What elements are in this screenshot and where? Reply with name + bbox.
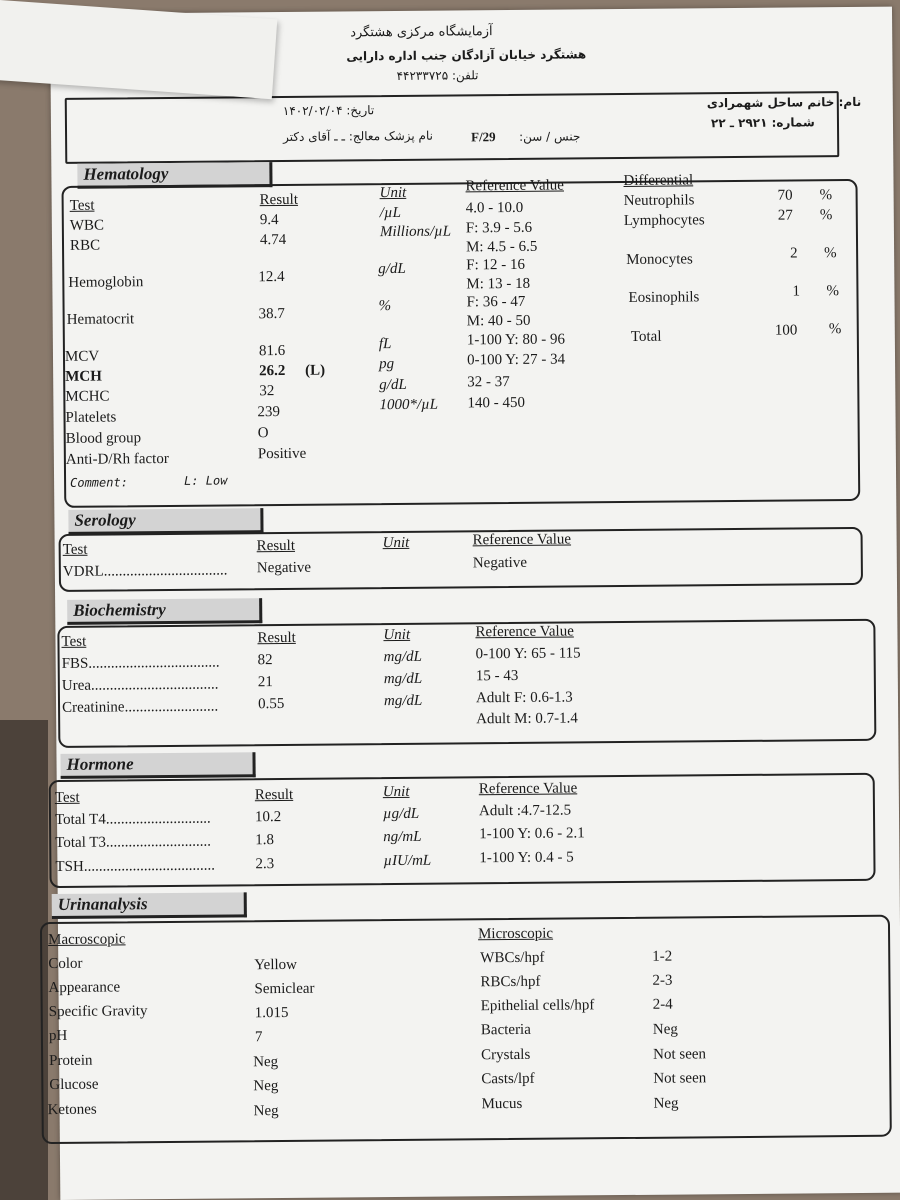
hemoglobin-ref: F: 12 - 16 bbox=[466, 256, 526, 274]
hematology-title: Hematology bbox=[77, 162, 272, 189]
rbcs-hpf-name: RBCs/hpf bbox=[480, 973, 541, 991]
fbs-result: 82 bbox=[257, 652, 273, 669]
wbc-test: WBC bbox=[69, 217, 105, 234]
ketones-value: Neg bbox=[253, 1103, 279, 1120]
rbc-result: 4.74 bbox=[259, 231, 287, 249]
wbc-ref: 4.0 - 10.0 bbox=[465, 199, 524, 217]
total-value: 100 bbox=[774, 322, 798, 339]
protein-name: Protein bbox=[49, 1052, 93, 1070]
hematocrit-ref-male: M: 40 - 50 bbox=[466, 312, 531, 330]
mchc-test: MCHC bbox=[65, 388, 110, 405]
urinalysis-box bbox=[40, 915, 892, 1144]
mcv-result: 81.6 bbox=[258, 342, 286, 360]
biochemistry-header-unit: Unit bbox=[383, 626, 411, 644]
blood-group-result: O bbox=[257, 425, 269, 442]
lab-name: آزمایشگاه مرکزی هشتگرد bbox=[350, 24, 493, 41]
ph-name: pH bbox=[48, 1027, 68, 1045]
hematocrit-ref: F: 36 - 47 bbox=[466, 293, 526, 311]
hematocrit-result: 38.7 bbox=[258, 305, 285, 323]
platelets-ref: 140 - 450 bbox=[467, 394, 525, 412]
rbc-test: RBC bbox=[69, 237, 101, 254]
mch-test: MCH bbox=[65, 368, 102, 385]
rbc-unit: Millions/µL bbox=[379, 223, 452, 241]
hormone-header-result: Result bbox=[254, 786, 294, 804]
mchc-result: 32 bbox=[259, 383, 275, 400]
serology-header-result: Result bbox=[256, 537, 296, 555]
record-number: شماره: ۲۹۲۱ ـ ۲۲ bbox=[710, 115, 815, 131]
creatinine-result: 0.55 bbox=[257, 695, 285, 713]
t3-unit: ng/mL bbox=[383, 828, 422, 846]
physician: نام پزشک معالج: ـ ـ آقای دکتر bbox=[283, 128, 433, 144]
tsh-ref: 1-100 Y: 0.4 - 5 bbox=[479, 849, 574, 867]
creatinine-unit: mg/dL bbox=[383, 692, 423, 710]
urea-unit: mg/dL bbox=[383, 670, 423, 688]
lab-phone: تلفن: ۴۴۲۳۳۷۲۵ bbox=[396, 68, 479, 83]
patient-name: نام: خانم ساحل شهمرادی bbox=[706, 94, 862, 111]
fbs-test: FBS................................... bbox=[61, 654, 220, 672]
hemoglobin-ref-male: M: 13 - 18 bbox=[466, 275, 531, 293]
lymphocytes-name: Lymphocytes bbox=[623, 212, 705, 230]
neutrophils-value: 70 bbox=[777, 187, 793, 204]
neutrophils-unit: % bbox=[819, 187, 833, 204]
neutrophils-name: Neutrophils bbox=[623, 192, 695, 210]
platelets-unit: 1000*/µL bbox=[379, 396, 439, 414]
monocytes-unit: % bbox=[824, 245, 837, 262]
biochemistry-title: Biochemistry bbox=[67, 598, 262, 625]
hematocrit-test: Hematocrit bbox=[66, 311, 135, 328]
hormone-header-test: Test bbox=[54, 789, 80, 806]
protein-value: Neg bbox=[253, 1054, 279, 1071]
color-name: Color bbox=[48, 955, 83, 973]
epithelial-cells-value: 2-4 bbox=[652, 996, 673, 1013]
mch-flag: (L) bbox=[305, 362, 326, 379]
ketones-name: Ketones bbox=[47, 1101, 97, 1119]
report-date: تاریخ: ۱۴۰۲/۰۲/۰۴ bbox=[282, 103, 375, 118]
epithelial-cells-name: Epithelial cells/hpf bbox=[480, 997, 595, 1015]
rh-factor-test: Anti-D/Rh factor bbox=[65, 450, 169, 468]
total-unit: % bbox=[828, 321, 842, 338]
serology-header-test: Test bbox=[62, 541, 88, 558]
mucus-value: Neg bbox=[653, 1095, 679, 1112]
creatinine-ref: Adult F: 0.6-1.3 bbox=[475, 689, 573, 707]
hematology-header-test: Test bbox=[69, 197, 95, 214]
hormone-header-ref: Reference Value bbox=[478, 780, 578, 798]
mcv-test: MCV bbox=[64, 348, 100, 365]
biochemistry-header-ref: Reference Value bbox=[475, 623, 574, 641]
tsh-result: 2.3 bbox=[255, 856, 275, 873]
hematology-header-ref: Reference Value bbox=[465, 177, 565, 195]
t3-result: 1.8 bbox=[255, 832, 275, 849]
total-name: Total bbox=[630, 328, 662, 345]
eosinophils-unit: % bbox=[826, 283, 840, 300]
comment-label: Comment: bbox=[70, 475, 128, 490]
differential-title: Differential bbox=[623, 172, 694, 190]
mch-result: 26.2 bbox=[259, 362, 286, 380]
urinalysis-title: Urinanalysis bbox=[52, 892, 247, 919]
ph-value: 7 bbox=[254, 1029, 263, 1046]
eosinophils-value: 1 bbox=[792, 283, 801, 300]
hematocrit-unit: % bbox=[378, 298, 392, 315]
macroscopic-title: Macroscopic bbox=[48, 931, 126, 949]
urea-ref: 15 - 43 bbox=[475, 667, 519, 685]
t3-test: Total T3............................ bbox=[55, 833, 212, 851]
creatinine-test: Creatinine......................... bbox=[61, 698, 219, 716]
appearance-name: Appearance bbox=[48, 979, 121, 997]
t4-ref: Adult :4.7-12.5 bbox=[478, 802, 572, 820]
mucus-name: Mucus bbox=[481, 1095, 523, 1113]
eosinophils-name: Eosinophils bbox=[628, 289, 700, 306]
t4-result: 10.2 bbox=[254, 809, 282, 826]
rbcs-hpf-value: 2-3 bbox=[652, 972, 673, 989]
specific-gravity-name: Specific Gravity bbox=[48, 1003, 148, 1021]
wbc-unit: /µL bbox=[379, 204, 401, 222]
crystals-value: Not seen bbox=[653, 1046, 707, 1063]
rbc-ref-male: M: 4.5 - 6.5 bbox=[465, 238, 538, 256]
serology-header-unit: Unit bbox=[382, 534, 410, 552]
gender-age-value: F/29 bbox=[471, 129, 496, 145]
hematology-header-unit: Unit bbox=[379, 184, 407, 202]
monocytes-value: 2 bbox=[790, 245, 798, 262]
wbc-result: 9.4 bbox=[259, 212, 279, 229]
biochemistry-header-test: Test bbox=[61, 633, 87, 650]
hormone-title: Hormone bbox=[60, 752, 255, 779]
wbcs-hpf-name: WBCs/hpf bbox=[480, 949, 545, 967]
mch-ref: 0-100 Y: 27 - 34 bbox=[466, 351, 566, 369]
mch-unit: pg bbox=[378, 356, 395, 373]
casts-lpf-name: Casts/lpf bbox=[481, 1070, 535, 1088]
hematology-header-result: Result bbox=[259, 191, 299, 209]
comment-value: L: Low bbox=[184, 473, 228, 488]
lymphocytes-value: 27 bbox=[777, 207, 793, 224]
monocytes-name: Monocytes bbox=[626, 251, 693, 268]
casts-lpf-value: Not seen bbox=[653, 1070, 707, 1087]
wbcs-hpf-value: 1-2 bbox=[652, 948, 673, 965]
urea-result: 21 bbox=[257, 674, 273, 691]
urea-test: Urea.................................. bbox=[61, 676, 219, 694]
lab-report-page bbox=[47, 7, 900, 1200]
hormone-header-unit: Unit bbox=[382, 783, 410, 801]
rh-factor-result: Positive bbox=[257, 445, 307, 463]
mcv-ref: 1-100 Y: 80 - 96 bbox=[466, 331, 565, 349]
t3-ref: 1-100 Y: 0.6 - 2.1 bbox=[479, 825, 585, 843]
specific-gravity-value: 1.015 bbox=[254, 1004, 289, 1022]
bacteria-value: Neg bbox=[652, 1021, 678, 1038]
lab-address: هشتگرد خیابان آزادگان جنب اداره دارایی bbox=[346, 47, 587, 64]
fbs-unit: mg/dL bbox=[383, 648, 423, 666]
mchc-ref: 32 - 37 bbox=[467, 374, 510, 391]
bacteria-name: Bacteria bbox=[480, 1021, 531, 1039]
mchc-unit: g/dL bbox=[379, 376, 407, 394]
hemoglobin-unit: g/dL bbox=[378, 260, 406, 278]
glucose-name: Glucose bbox=[49, 1076, 99, 1094]
serology-box bbox=[59, 527, 863, 592]
crystals-name: Crystals bbox=[481, 1046, 531, 1064]
rbc-ref: F: 3.9 - 5.6 bbox=[465, 219, 533, 237]
tsh-unit: µIU/mL bbox=[383, 852, 432, 870]
glucose-value: Neg bbox=[253, 1078, 279, 1095]
tsh-test: TSH................................... bbox=[55, 857, 216, 875]
t4-unit: µg/dL bbox=[382, 805, 420, 823]
serology-title: Serology bbox=[68, 508, 263, 535]
blood-group-test: Blood group bbox=[65, 430, 142, 447]
creatinine-ref-male: Adult M: 0.7-1.4 bbox=[476, 710, 578, 728]
platelets-test: Platelets bbox=[65, 409, 117, 426]
biochemistry-header-result: Result bbox=[257, 629, 296, 647]
appearance-value: Semiclear bbox=[254, 980, 315, 998]
hemoglobin-result: 12.4 bbox=[258, 268, 285, 286]
vdrl-ref: Negative bbox=[472, 554, 528, 572]
microscopic-title: Microscopic bbox=[477, 925, 554, 943]
lymphocytes-unit: % bbox=[819, 207, 833, 224]
color-value: Yellow bbox=[254, 956, 298, 974]
hematology-box bbox=[62, 179, 861, 508]
serology-header-ref: Reference Value bbox=[472, 531, 572, 549]
mcv-unit: fL bbox=[378, 336, 392, 353]
platelets-result: 239 bbox=[257, 404, 281, 421]
t4-test: Total T4............................ bbox=[54, 810, 211, 828]
fbs-ref: 0-100 Y: 65 - 115 bbox=[475, 645, 581, 663]
vdrl-result: Negative bbox=[256, 559, 312, 577]
gender-age-label: جنس / سن: bbox=[519, 129, 581, 144]
vdrl-test: VDRL................................. bbox=[62, 562, 228, 580]
hemoglobin-test: Hemoglobin bbox=[68, 274, 144, 291]
